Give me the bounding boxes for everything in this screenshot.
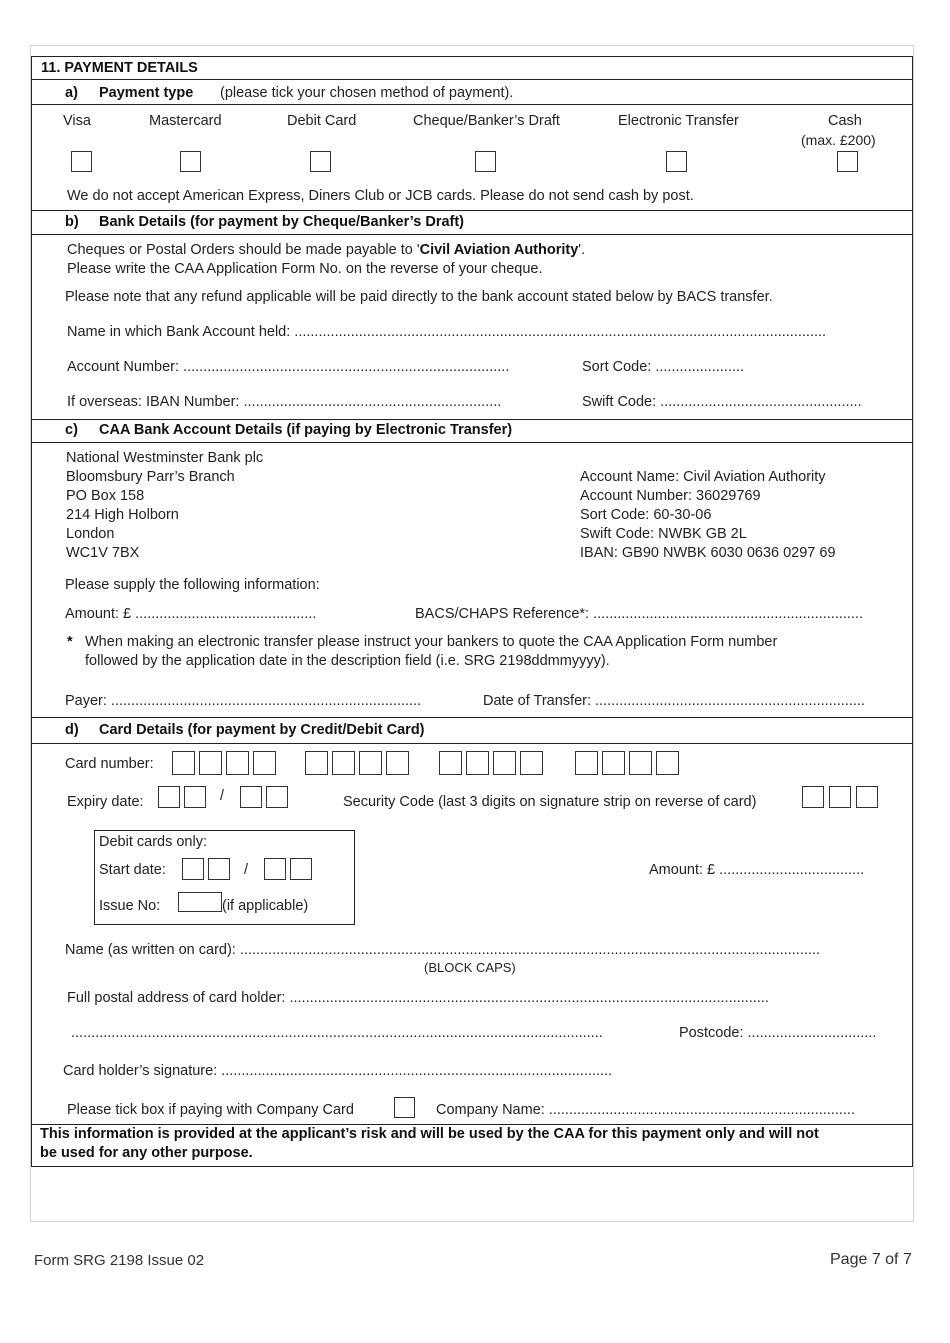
caa-account-line: IBAN: GB90 NWBK 6030 0636 0297 69 <box>580 545 836 561</box>
disclaimer-line2: be used for any other purpose. <box>40 1145 253 1161</box>
option-cheque-label: Cheque/Banker’s Draft <box>413 113 560 129</box>
caa-bank-title: CAA Bank Account Details (if paying by Electronic Transfer) <box>99 422 513 438</box>
card-number-digit[interactable] <box>520 751 543 775</box>
card-number-digit[interactable] <box>575 751 598 775</box>
start-year-digit[interactable] <box>264 858 286 880</box>
cheque-reverse-note: Please write the CAA Application Form No. on the reverse of your cheque. <box>67 261 543 277</box>
payment-type-hint: (please tick your chosen method of payment). <box>220 85 514 101</box>
bacs-reference-field[interactable]: BACS/CHAPS Reference*: ................................................................... <box>415 606 864 622</box>
cash-checkbox[interactable] <box>837 151 858 172</box>
card-number-digit[interactable] <box>332 751 355 775</box>
supply-info-text: Please supply the following information: <box>65 577 320 593</box>
caa-account-line: Account Name: Civil Aviation Authority <box>580 469 826 485</box>
date-of-transfer-field[interactable]: Date of Transfer: ................................................................... <box>483 693 865 709</box>
block-caps-hint: (BLOCK CAPS) <box>424 960 516 975</box>
payment-type-label: Payment type <box>99 85 194 101</box>
transfer-note-line2: followed by the application date in the description field (i.e. SRG 2198ddmmyyyy). <box>85 653 610 669</box>
option-electronic-transfer-label: Electronic Transfer <box>618 113 739 129</box>
caa-account-line: Sort Code: 60-30-06 <box>580 507 712 523</box>
start-date-separator: / <box>244 862 249 878</box>
card-number-digit[interactable] <box>199 751 222 775</box>
card-number-digit[interactable] <box>253 751 276 775</box>
caa-account-line: Account Number: 36029769 <box>580 488 761 504</box>
expiry-year-digit[interactable] <box>266 786 288 808</box>
card-number-digit[interactable] <box>359 751 382 775</box>
postal-address-line2-field[interactable]: .................................................................................................................................... <box>71 1025 603 1041</box>
bank-address-line: WC1V 7BX <box>66 545 140 561</box>
company-card-checkbox[interactable] <box>394 1097 415 1118</box>
payment-type-note: We do not accept American Express, Diners Club or JCB cards. Please do not send cash by post. <box>67 188 694 204</box>
bank-address-line: 214 High Holborn <box>66 507 179 523</box>
security-code-digit[interactable] <box>829 786 851 808</box>
expiry-year-digit[interactable] <box>240 786 262 808</box>
divider <box>32 210 912 211</box>
start-year-digit[interactable] <box>290 858 312 880</box>
issue-no-input[interactable] <box>178 892 222 912</box>
asterisk-marker: * <box>67 634 73 650</box>
card-amount-field[interactable]: Amount: £ .................................... <box>649 862 865 878</box>
company-name-field[interactable]: Company Name: ............................................................................ <box>436 1102 855 1118</box>
mastercard-checkbox[interactable] <box>180 151 201 172</box>
start-month-digit[interactable] <box>182 858 204 880</box>
payment-type-letter: a) <box>65 85 78 101</box>
payable-name: Civil Aviation Authority <box>419 242 579 258</box>
divider <box>32 419 912 420</box>
page-number: Page 7 of 7 <box>830 1251 912 1268</box>
signature-field[interactable]: Card holder’s signature: ................................................................................................. <box>63 1063 613 1079</box>
security-code-digit[interactable] <box>856 786 878 808</box>
bank-details-letter: b) <box>65 214 79 230</box>
option-cash-limit: (max. £200) <box>801 132 876 148</box>
card-number-digit[interactable] <box>305 751 328 775</box>
divider <box>32 717 912 718</box>
cheque-checkbox[interactable] <box>475 151 496 172</box>
card-number-digit[interactable] <box>172 751 195 775</box>
card-number-digit[interactable] <box>493 751 516 775</box>
expiry-date-label: Expiry date: <box>67 794 144 810</box>
card-number-digit[interactable] <box>629 751 652 775</box>
card-number-digit[interactable] <box>439 751 462 775</box>
expiry-month-digit[interactable] <box>158 786 180 808</box>
payable-prefix: Cheques or Postal Orders should be made payable to ' <box>67 242 420 258</box>
debit-card-checkbox[interactable] <box>310 151 331 172</box>
visa-checkbox[interactable] <box>71 151 92 172</box>
electronic-transfer-checkbox[interactable] <box>666 151 687 172</box>
form-id: Form SRG 2198 Issue 02 <box>34 1252 205 1269</box>
start-date-label: Start date: <box>99 862 166 878</box>
bank-address-line: PO Box 158 <box>66 488 145 504</box>
card-number-digit[interactable] <box>226 751 249 775</box>
card-details-letter: d) <box>65 722 79 738</box>
payer-field[interactable]: Payer: ............................................................................. <box>65 693 422 709</box>
payment-details-form <box>31 56 913 1167</box>
divider <box>32 234 912 235</box>
security-code-digit[interactable] <box>802 786 824 808</box>
bank-details-title: Bank Details (for payment by Cheque/Banker’s Draft) <box>99 214 465 230</box>
section-title: 11. PAYMENT DETAILS <box>41 60 198 76</box>
expiry-separator: / <box>220 788 225 804</box>
caa-account-line: Swift Code: NWBK GB 2L <box>580 526 747 542</box>
company-card-label: Please tick box if paying with Company Card <box>67 1102 354 1118</box>
card-number-label: Card number: <box>65 756 154 772</box>
swift-code-field[interactable]: Swift Code: .................................................. <box>582 394 862 410</box>
refund-note: Please note that any refund applicable will be paid directly to the bank account stated below by BACS transfer. <box>65 289 773 305</box>
expiry-month-digit[interactable] <box>184 786 206 808</box>
payable-to-text <box>67 241 585 259</box>
card-number-digit[interactable] <box>602 751 625 775</box>
payable-suffix: '. <box>578 242 586 258</box>
divider <box>32 743 912 744</box>
issue-no-label: Issue No: <box>99 898 161 914</box>
debit-only-label: Debit cards only: <box>99 834 207 850</box>
caa-bank-letter: c) <box>65 422 78 438</box>
option-debit-card-label: Debit Card <box>287 113 357 129</box>
divider <box>32 79 912 80</box>
divider <box>32 442 912 443</box>
postal-address-field[interactable]: Full postal address of card holder: ....................................................................................................................... <box>67 990 769 1006</box>
start-month-digit[interactable] <box>208 858 230 880</box>
disclaimer-line1: This information is provided at the applicant’s risk and will be used by the CAA for this payment only and will not <box>40 1126 819 1142</box>
option-cash-label: Cash <box>828 113 862 129</box>
postcode-field[interactable]: Postcode: ................................ <box>679 1025 877 1041</box>
iban-field[interactable]: If overseas: IBAN Number: ................................................................ <box>67 394 502 410</box>
account-held-field[interactable]: Name in which Bank Account held: .................................................................................................................................... <box>67 324 827 340</box>
issue-no-hint: (if applicable) <box>222 898 309 914</box>
card-number-digit[interactable] <box>656 751 679 775</box>
card-number-digit[interactable] <box>386 751 409 775</box>
card-number-digit[interactable] <box>466 751 489 775</box>
option-mastercard-label: Mastercard <box>149 113 222 129</box>
name-on-card-field[interactable]: Name (as written on card): ................................................................................................................................................ <box>65 942 820 958</box>
option-visa-label: Visa <box>63 113 91 129</box>
security-code-label: Security Code (last 3 digits on signature strip on reverse of card) <box>343 794 757 810</box>
account-number-field[interactable]: Account Number: ................................................................................. <box>67 359 510 375</box>
transfer-amount-field[interactable]: Amount: £ ............................................. <box>65 606 317 622</box>
bank-address-line: London <box>66 526 115 542</box>
card-details-title: Card Details (for payment by Credit/Debit Card) <box>99 722 425 738</box>
bank-address-line: Bloomsbury Parr’s Branch <box>66 469 235 485</box>
bank-address-line: National Westminster Bank plc <box>66 450 264 466</box>
divider <box>32 104 912 105</box>
sort-code-field[interactable]: Sort Code: ...................... <box>582 359 744 375</box>
transfer-note-line1: When making an electronic transfer please instruct your bankers to quote the CAA Application Form number <box>85 634 778 650</box>
